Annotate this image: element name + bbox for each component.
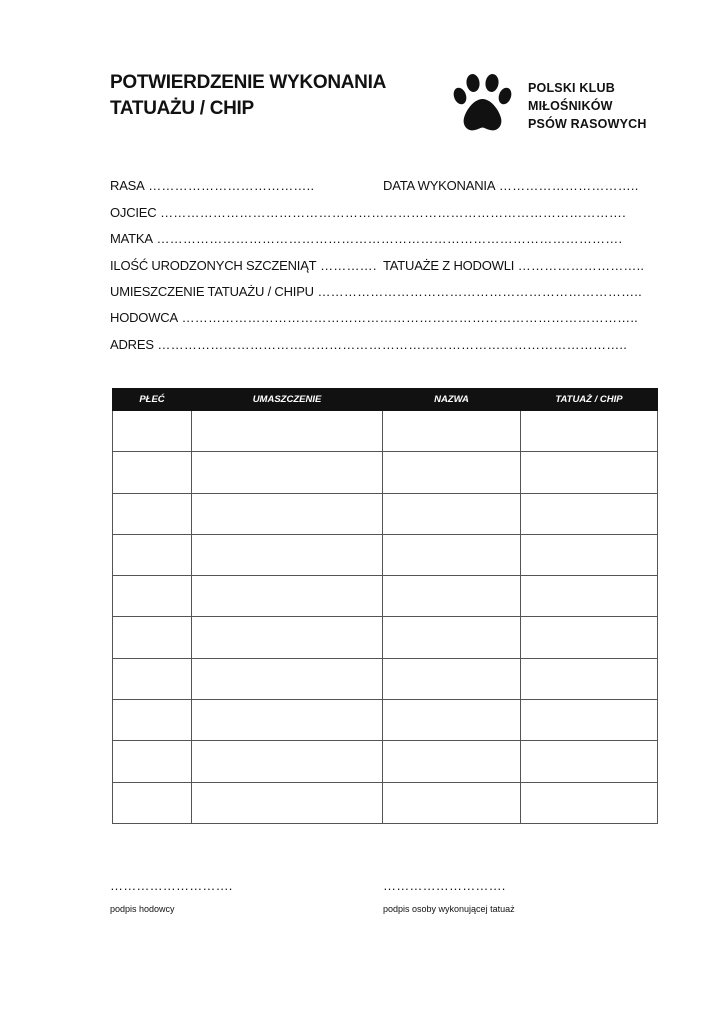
cell-plec[interactable] [113, 658, 192, 699]
field-adres-dots: …………………………………………………………………………………………….. [157, 337, 628, 352]
cell-tatuaz-chip[interactable] [521, 782, 658, 823]
table-row [113, 411, 658, 452]
field-ilosc-szczeniat[interactable] [110, 258, 378, 274]
field-umieszczenie-dots: ……………………………………………………………….. [317, 284, 642, 299]
cell-nazwa[interactable] [383, 782, 521, 823]
field-tatuaze-label: TATUAŻE Z HODOWLI [383, 258, 515, 273]
table-row [113, 782, 658, 823]
club-name [528, 79, 647, 133]
cell-umaszczenie[interactable] [192, 741, 383, 782]
signature-label-tattooist: podpis osoby wykonującej tatuaż [383, 904, 515, 914]
header-tatuaz-chip: TATUAŻ / CHIP [521, 389, 658, 411]
cell-nazwa[interactable] [383, 741, 521, 782]
table-row [113, 493, 658, 534]
cell-tatuaz-chip[interactable] [521, 452, 658, 493]
cell-umaszczenie[interactable] [192, 411, 383, 452]
cell-plec[interactable] [113, 493, 192, 534]
table-header-row [113, 389, 658, 411]
cell-nazwa[interactable] [383, 493, 521, 534]
cell-nazwa[interactable] [383, 658, 521, 699]
field-rasa[interactable] [110, 178, 350, 194]
field-data-wykonania[interactable] [383, 178, 658, 194]
field-umieszczenie-label: UMIESZCZENIE TATUAŻU / CHIPU [110, 284, 314, 299]
field-rasa-label: RASA [110, 178, 145, 193]
cell-nazwa[interactable] [383, 617, 521, 658]
table-body [113, 411, 658, 824]
cell-umaszczenie[interactable] [192, 658, 383, 699]
cell-nazwa[interactable] [383, 411, 521, 452]
table-row [113, 452, 658, 493]
field-ilosc-dots: …………. [320, 258, 377, 273]
cell-nazwa[interactable] [383, 452, 521, 493]
field-data-wykonania-dots: ………………………….. [498, 178, 639, 193]
cell-plec[interactable] [113, 534, 192, 575]
table-row [113, 658, 658, 699]
cell-tatuaz-chip[interactable] [521, 741, 658, 782]
field-adres-label: ADRES [110, 337, 154, 352]
cell-tatuaz-chip[interactable] [521, 700, 658, 741]
table-row [113, 700, 658, 741]
title-line-2: TATUAŻU / CHIP [110, 98, 254, 119]
cell-tatuaz-chip[interactable] [521, 658, 658, 699]
cell-umaszczenie[interactable] [192, 534, 383, 575]
field-hodowca-dots: ………………………………………………………………………………………….. [181, 310, 638, 325]
cell-umaszczenie[interactable] [192, 617, 383, 658]
field-umieszczenie[interactable] [110, 284, 658, 300]
cell-plec[interactable] [113, 782, 192, 823]
signature-label-breeder: podpis hodowcy [110, 904, 175, 914]
cell-umaszczenie[interactable] [192, 576, 383, 617]
cell-tatuaz-chip[interactable] [521, 411, 658, 452]
field-ojciec-label: OJCIEC [110, 205, 157, 220]
table-row [113, 534, 658, 575]
club-line-1: POLSKI KLUB [528, 81, 615, 95]
cell-tatuaz-chip[interactable] [521, 576, 658, 617]
table-row [113, 741, 658, 782]
cell-plec[interactable] [113, 576, 192, 617]
table-row [113, 617, 658, 658]
puppies-table [112, 388, 658, 824]
document-title [110, 70, 386, 122]
signature-line-breeder[interactable]: ………………………. [110, 878, 233, 893]
cell-plec[interactable] [113, 700, 192, 741]
title-line-1: POTWIERDZENIE WYKONANIA [110, 72, 386, 93]
cell-umaszczenie[interactable] [192, 782, 383, 823]
field-matka-label: MATKA [110, 231, 153, 246]
field-hodowca-label: HODOWCA [110, 310, 178, 325]
field-tatuaze-z-hodowli[interactable] [383, 258, 658, 274]
cell-nazwa[interactable] [383, 534, 521, 575]
paw-icon [452, 72, 514, 134]
cell-tatuaz-chip[interactable] [521, 493, 658, 534]
cell-plec[interactable] [113, 617, 192, 658]
field-adres[interactable] [110, 337, 658, 353]
cell-tatuaz-chip[interactable] [521, 534, 658, 575]
field-data-wykonania-label: DATA WYKONANIA [383, 178, 496, 193]
cell-plec[interactable] [113, 741, 192, 782]
cell-umaszczenie[interactable] [192, 700, 383, 741]
header-umaszczenie: UMASZCZENIE [192, 389, 383, 411]
club-line-2: MIŁOŚNIKÓW [528, 99, 613, 113]
header-plec: PŁEĆ [113, 389, 192, 411]
field-matka-dots: ……………………………………………………………………………………………. [156, 231, 623, 246]
field-tatuaze-dots: ……………………….. [517, 258, 645, 273]
cell-nazwa[interactable] [383, 700, 521, 741]
signature-line-tattooist[interactable]: ………………………. [383, 878, 506, 893]
field-ojciec-dots: ……………………………………………………………………………………………. [160, 205, 626, 220]
cell-umaszczenie[interactable] [192, 452, 383, 493]
field-hodowca[interactable] [110, 310, 658, 326]
table-row [113, 576, 658, 617]
cell-tatuaz-chip[interactable] [521, 617, 658, 658]
field-ilosc-label: ILOŚĆ URODZONYCH SZCZENIĄT [110, 258, 317, 273]
field-ojciec[interactable] [110, 205, 658, 221]
cell-plec[interactable] [113, 452, 192, 493]
field-rasa-dots: ……………………………….. [148, 178, 315, 193]
cell-nazwa[interactable] [383, 576, 521, 617]
header-nazwa: NAZWA [383, 389, 521, 411]
club-line-3: PSÓW RASOWYCH [528, 117, 647, 131]
field-matka[interactable] [110, 231, 658, 247]
cell-plec[interactable] [113, 411, 192, 452]
cell-umaszczenie[interactable] [192, 493, 383, 534]
